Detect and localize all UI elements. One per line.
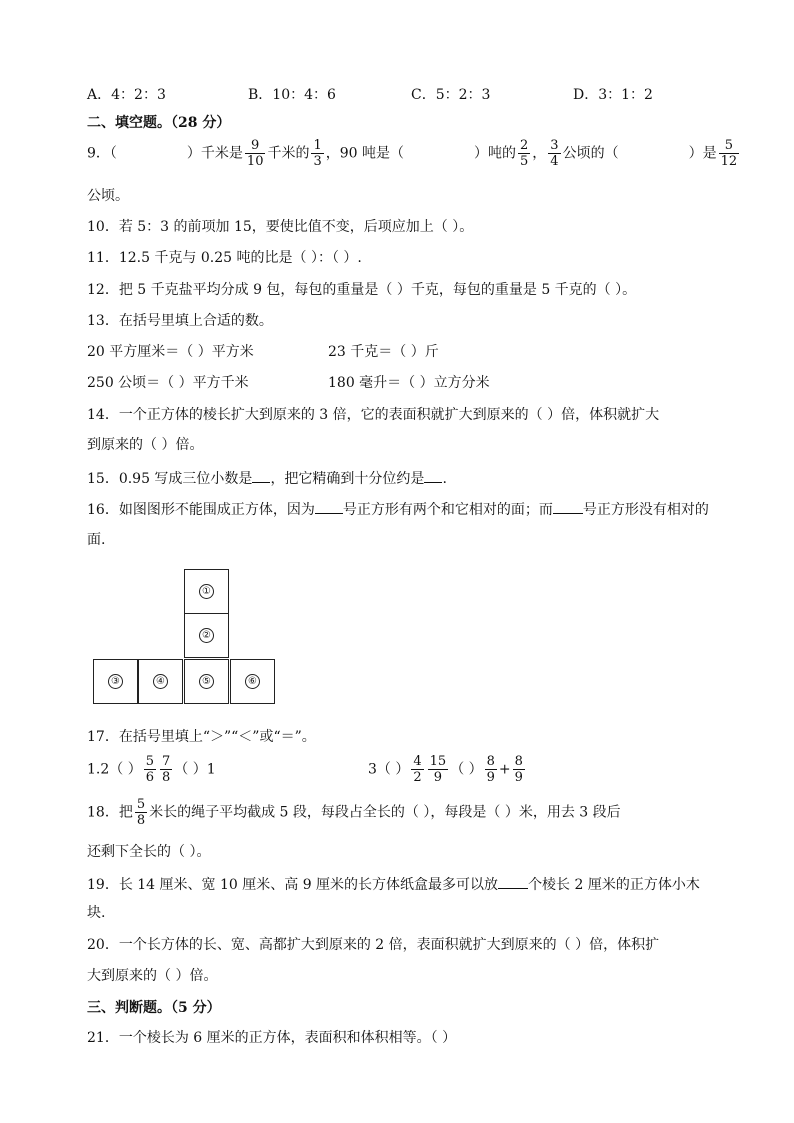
- question-15: 15．0.95 写成三位小数是 ，把它精确到十分位约是 .: [87, 468, 447, 488]
- square-label: ②: [199, 628, 214, 643]
- fraction: $\frac{3}{4}$: [550, 138, 559, 169]
- net-square-5: [184, 659, 229, 704]
- fraction: $\frac{4}{2}$: [413, 754, 422, 785]
- option-a: A．4：2：3: [87, 87, 166, 103]
- net-square-6: [230, 659, 275, 704]
- question-13-row-1b: 23 千克＝（ ）斤: [328, 344, 439, 360]
- answer-blank[interactable]: [252, 468, 270, 483]
- question-20-cont: 大到原来的（ ）倍。: [87, 968, 218, 984]
- question-13-row-2a: 250 公顷＝（ ）平方千米: [87, 375, 249, 391]
- question-19: 19．长 14 厘米、宽 10 厘米、高 9 厘米的长方体纸盒最多可以放 个棱长 2 厘米的正方体小木: [87, 874, 700, 894]
- fraction: $\frac{2}{5}$: [520, 138, 529, 169]
- question-18-cont: 还剩下全长的（ ）。: [87, 844, 211, 860]
- fraction: $\frac{8}{9}$: [514, 754, 523, 785]
- square-label: ③: [108, 674, 123, 689]
- fraction: $\frac{7}{8}$: [162, 754, 171, 785]
- answer-blank[interactable]: [498, 874, 528, 889]
- option-c: C．5：2：3: [411, 87, 491, 103]
- net-square-1: [184, 569, 229, 614]
- question-18: 18．把 $\frac{5}{8}$ 米长的绳子平均截成 5 段，每段占全长的（ ），每段是（ ）米，用去 3 段后: [87, 797, 621, 828]
- question-14-cont: 到原来的（ ）倍。: [87, 437, 204, 453]
- net-square-2: [184, 613, 229, 658]
- question-13-row-2b: 180 毫升＝（ ）立方分米: [328, 375, 490, 391]
- question-11: 11．12.5 千克与 0.25 吨的比是（ ）：（ ）.: [87, 250, 362, 266]
- question-16-cont: 面.: [87, 532, 106, 548]
- fraction: $\frac{5}{8}$: [136, 797, 146, 828]
- square-label: ⑥: [245, 674, 260, 689]
- fraction: $\frac{5}{6}$: [145, 754, 154, 785]
- square-label: ⑤: [199, 674, 214, 689]
- question-21: 21．一个棱长为 6 厘米的正方体，表面积和体积相等。（ ）: [87, 1030, 457, 1046]
- square-label: ④: [153, 674, 168, 689]
- section-title-fill-in: 二、填空题。（28 分）: [87, 115, 231, 131]
- question-20: 20．一个长方体的长、宽、高都扩大到原来的 2 倍，表面积就扩大到原来的（ ）倍，体积扩: [87, 937, 660, 953]
- answer-blank[interactable]: [315, 499, 343, 514]
- question-17-item-b: 3（ ） $\frac{4}{2}$ $\frac{15}{9}$ （ ） $\frac{8}{9}$ + $\frac{8}{9}$: [368, 754, 523, 785]
- option-b: B．10：4：6: [248, 87, 336, 103]
- question-13-row-1a: 20 平方厘米＝（ ）平方米: [87, 344, 254, 360]
- question-9: 9．（ ）千米是 $\frac{9}{10}$ 千米的 $\frac{1}{3}$ ，90 吨是（ ）吨的 $\frac{2}{5}$ ， $\frac{3}{4}$ 公顷的（ ）是 $\frac{5}{12}$: [87, 138, 738, 169]
- net-square-3: [93, 659, 138, 704]
- question-16: 16．如图图形不能围成正方体，因为 号正方形有两个和它相对的面；而 号正方形没有相对的: [87, 499, 709, 519]
- question-10: 10．若 5：3 的前项加 15，要使比值不变，后项应加上（ ）。: [87, 219, 474, 235]
- question-12: 12．把 5 千克盐平均分成 9 包，每包的重量是（ ）千克，每包的重量是 5 千克的（ ）。: [87, 282, 637, 298]
- question-17: 17．在括号里填上“＞”“＜”或“＝”。: [87, 729, 316, 745]
- section-title-true-false: 三、判断题。（5 分）: [87, 1000, 221, 1016]
- question-13: 13．在括号里填上合适的数。: [87, 313, 273, 329]
- fraction: $\frac{15}{9}$: [429, 754, 447, 785]
- option-d: D．3：1：2: [573, 87, 653, 103]
- fraction: $\frac{1}{3}$: [313, 138, 322, 169]
- fraction: $\frac{8}{9}$: [486, 754, 495, 785]
- question-9-cont: 公顷。: [87, 188, 129, 204]
- question-14: 14．一个正方体的棱长扩大到原来的 3 倍，它的表面积就扩大到原来的（ ）倍，体积就扩大: [87, 407, 660, 423]
- answer-blank[interactable]: [424, 468, 442, 483]
- answer-blank[interactable]: [553, 499, 583, 514]
- question-17-item-a: 1.2（ ） $\frac{5}{6}$ $\frac{7}{8}$ （ ）1: [87, 754, 216, 785]
- fraction: $\frac{9}{10}$: [246, 138, 264, 169]
- fraction: $\frac{5}{12}$: [720, 138, 738, 169]
- net-square-4: [138, 659, 183, 704]
- question-19-cont: 块.: [87, 905, 106, 921]
- square-label: ①: [199, 584, 214, 599]
